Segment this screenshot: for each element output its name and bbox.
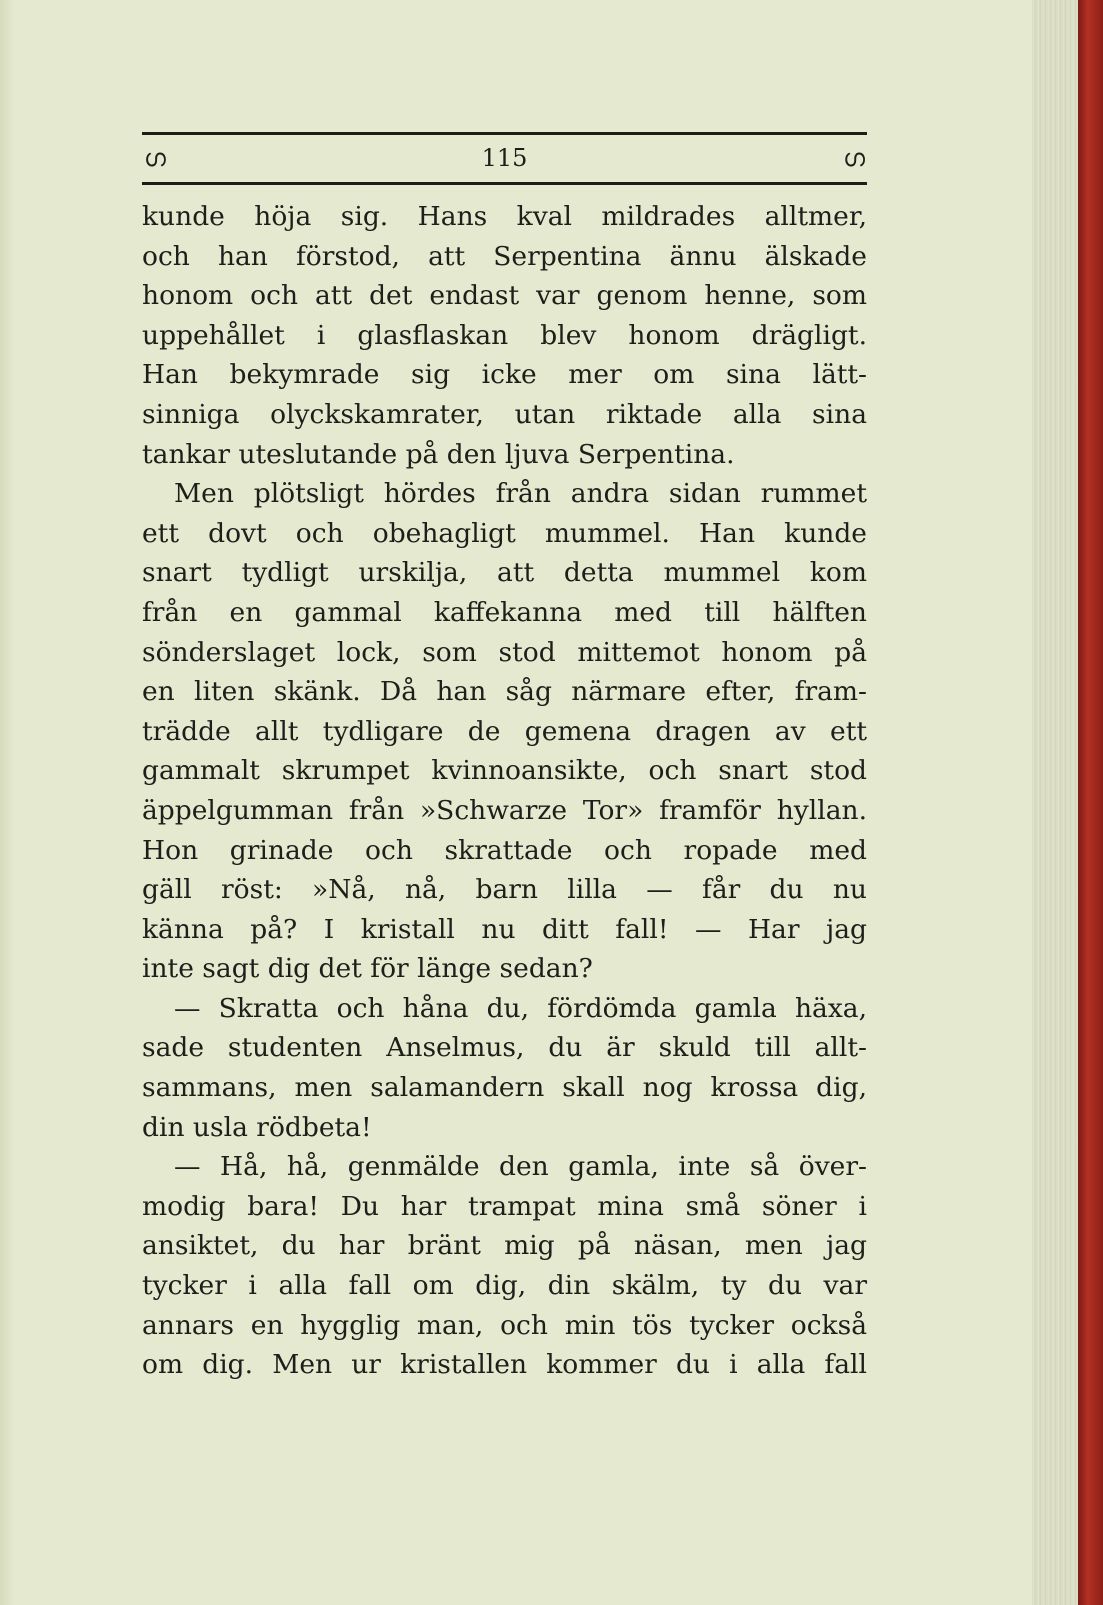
text-line: din usla rödbeta! (142, 1111, 372, 1143)
text-line: Men plötsligt hördes från andra sidan rummet (174, 478, 867, 510)
ornament-right-icon: ഗ (843, 144, 865, 172)
text-line: — Skratta och håna du, fördömda gamla häxa, (174, 992, 867, 1024)
paragraph-1 (142, 197, 867, 474)
paragraph-4 (142, 1147, 867, 1385)
text-line: sade studenten Anselmus, du är skuld till allt- (142, 1032, 867, 1064)
text-line: tankar uteslutande på den ljuva Serpentina. (142, 438, 735, 470)
header-rule-top (142, 132, 867, 135)
text-line: sammans, men salamandern skall nog krossa dig, (142, 1072, 867, 1104)
text-line: och han förstod, att Serpentina ännu älskade (142, 240, 867, 272)
text-line: tycker i alla fall om dig, din skälm, ty du var (142, 1270, 867, 1302)
text-line: gäll röst: »Nå, nå, barn lilla — får du nu (142, 874, 867, 906)
text-line: annars en hygglig man, och min tös tycker också (142, 1309, 867, 1341)
text-line: sinniga olyckskamrater, utan riktade alla sina (142, 398, 867, 430)
text-line: trädde allt tydligare de gemena dragen av ett (142, 715, 867, 747)
text-line: Hon grinade och skrattade och ropade med (142, 834, 867, 866)
text-line: honom och att det endast var genom henne, som (142, 280, 867, 312)
text-line: snart tydligt urskilja, att detta mummel kom (142, 557, 867, 589)
text-line: uppehållet i glasflaskan blev honom drägligt. (142, 319, 867, 351)
text-line: känna på? I kristall nu ditt fall! — Har jag (142, 913, 867, 945)
ornament-left-icon: ഗ (144, 144, 166, 172)
body-text (142, 197, 867, 1385)
paragraph-2 (142, 474, 867, 989)
page-edge (1032, 0, 1078, 1605)
text-line: om dig. Men ur kristallen kommer du i alla fall (142, 1349, 867, 1381)
text-line: från en gammal kaffekanna med till hälften (142, 596, 867, 628)
text-line: äppelgumman från »Schwarze Tor» framför hyllan. (142, 794, 867, 826)
text-line: kunde höja sig. Hans kval mildrades alltmer, (142, 201, 867, 232)
text-line: modig bara! Du har trampat mina små söner i (142, 1190, 867, 1222)
text-line: gammalt skrumpet kvinnoansikte, och snart stod (142, 755, 867, 787)
paragraph-3 (142, 989, 867, 1147)
text-line: sönderslaget lock, som stod mittemot honom på (142, 636, 867, 668)
text-line: ett dovt och obehagligt mummel. Han kunde (142, 517, 867, 549)
text-line: en liten skänk. Då han såg närmare efter, fram- (142, 676, 867, 708)
header-rule-bottom (142, 182, 867, 185)
text-line: inte sagt dig det för länge sedan? (142, 953, 593, 985)
book-spine-edge (1078, 0, 1103, 1605)
running-header (142, 132, 867, 188)
text-line: ansiktet, du har bränt mig på näsan, men jag (142, 1230, 867, 1262)
text-line: Han bekymrade sig icke mer om sina lätt- (142, 359, 867, 391)
text-line: — Hå, hå, genmälde den gamla, inte så över- (174, 1151, 867, 1183)
page-number: 115 (481, 144, 528, 172)
